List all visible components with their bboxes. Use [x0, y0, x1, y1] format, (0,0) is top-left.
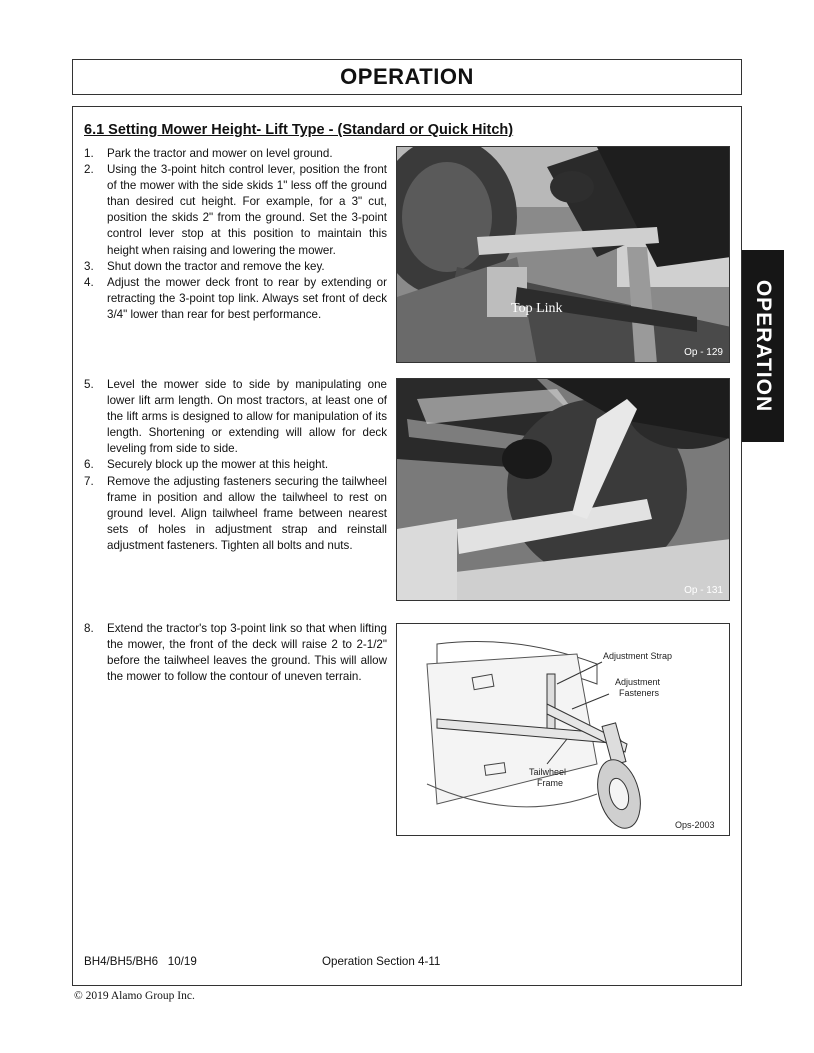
- top-link-photo: [396, 146, 730, 363]
- copyright: © 2019 Alamo Group Inc.: [74, 990, 195, 1002]
- step-item: [84, 146, 387, 162]
- tailwheel-frame-label-1: Tailwheel: [529, 767, 567, 777]
- step-item: [84, 474, 387, 554]
- diagram-id: Ops-2003: [675, 820, 715, 830]
- tailwheel-diagram: [396, 623, 730, 836]
- side-tab-label: OPERATION: [752, 279, 776, 413]
- steps-list-1: [84, 146, 387, 323]
- step-item: [84, 162, 387, 259]
- step-item: [84, 621, 387, 685]
- step-number: 2.: [84, 163, 94, 177]
- step-number: 3.: [84, 259, 94, 273]
- step-number: 7.: [84, 474, 94, 488]
- step-number: 8.: [84, 622, 94, 635]
- step-item: [84, 259, 387, 275]
- step-text: Shut down the tractor and remove the key.: [107, 259, 325, 273]
- step-text: Park the tractor and mower on level ground.: [107, 147, 333, 160]
- step-number: 1.: [84, 147, 94, 160]
- step-text: Level the mower side to side by manipulating one lower lift arm length. On most tractors, at least one of the lift arms is designed to allow for manipulation of its length. Shortening or extending will allow for deck leveling from side to side.: [107, 378, 387, 456]
- tailwheel-frame-label-2: Frame: [537, 778, 564, 788]
- step-number: 5.: [84, 378, 94, 391]
- footer-section: Operation Section 4-11: [322, 955, 441, 968]
- step-number: 6.: [84, 458, 94, 472]
- step-text: Using the 3-point hitch control lever, position the front of the mower with the side skids 1" less off the ground than desired cut height. For example, for a 3" cut, position the skids 2" from the ground. Set the 3-point control lever stop at this position to maintain this height when raising and lowering the mower.: [107, 163, 387, 257]
- page-header: [72, 59, 742, 95]
- step-text: Remove the adjusting fasteners securing the tailwheel frame in position and allow the tailwheel to rest on ground level. Align tailwheel frame between nearest sets of holes in adjustment strap and reinstall adjustment fasteners. Tighten all bolts and nuts.: [107, 474, 387, 552]
- adjustment-strap-label: Adjustment Strap: [603, 651, 673, 661]
- step-text: Adjust the mower deck front to rear by extending or retracting the 3-point top link. Always set front of deck 3/4" lower than rear for best performance.: [107, 275, 387, 321]
- side-tab: [742, 250, 784, 442]
- steps-list-2: [84, 377, 387, 554]
- step-item: [84, 377, 387, 457]
- step-text: Extend the tractor's top 3-point link so that when lifting the mower, the front of the deck will raise 2 to 2-1/2" before the tailwheel leaves the ground. This will allow the mower to follow the contour of uneven terrain.: [107, 622, 387, 684]
- step-item: [84, 457, 387, 473]
- step-number: 4.: [84, 275, 94, 289]
- section-title: 6.1 Setting Mower Height- Lift Type - (Standard or Quick Hitch): [84, 122, 514, 138]
- steps-list-3: [84, 621, 387, 685]
- adjustment-fasteners-label-1: Adjustment: [615, 677, 661, 687]
- tailwheel-diagram-art: [397, 624, 730, 836]
- top-link-photo-art: [397, 147, 730, 363]
- lift-arm-photo-art: [397, 379, 730, 601]
- page-header-title: OPERATION: [340, 64, 474, 89]
- top-link-callout: Top Link: [511, 301, 563, 316]
- step-text: Securely block up the mower at this height.: [107, 458, 329, 472]
- step-item: [84, 275, 387, 323]
- lift-arm-photo: [396, 378, 730, 601]
- adjustment-fasteners-label-2: Fasteners: [619, 688, 660, 698]
- photo-2-id: Op - 131: [684, 585, 723, 596]
- footer-model: BH4/BH5/BH6 10/19: [84, 955, 197, 968]
- photo-1-id: Op - 129: [684, 347, 723, 358]
